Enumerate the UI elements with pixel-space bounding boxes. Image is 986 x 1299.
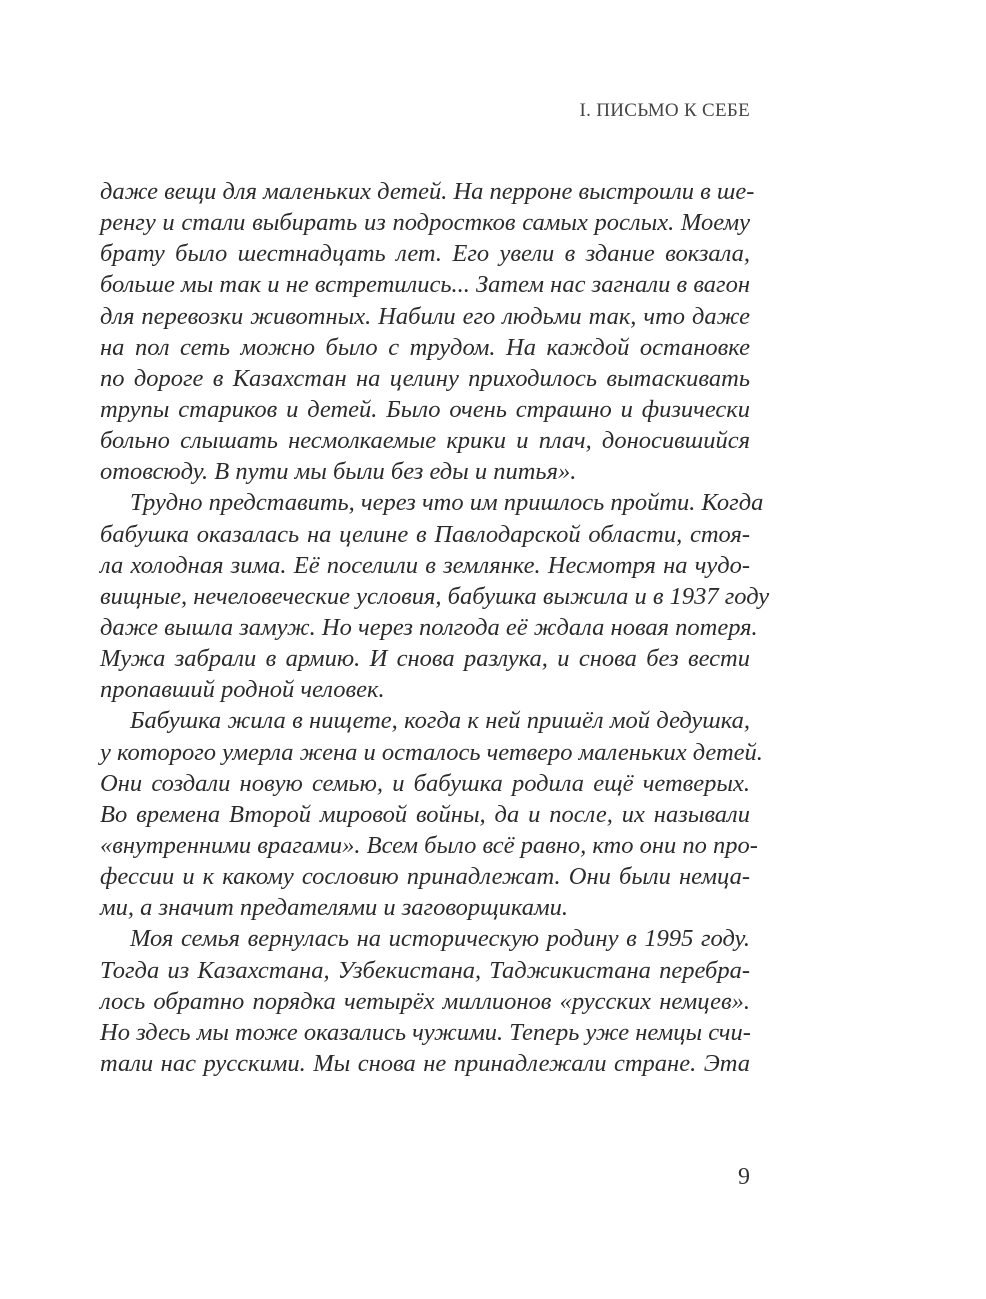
text-line: по дороге в Казахстан на целину приходилось вытаскивать — [100, 364, 750, 392]
text-line: фессии и к какому сословию принадлежат. Они были немца- — [100, 863, 750, 891]
page-number: 9 — [738, 1164, 750, 1190]
text-line: у которого умерла жена и осталось четверо маленьких детей. — [100, 738, 763, 766]
text-line: вищные, нечеловеческие условия, бабушка выжила и в 1937 году — [100, 582, 770, 610]
text-line: даже вышла замуж. Но через полгода её ждала новая потеря. — [100, 613, 758, 641]
text-line: Моя семья вернулась на историческую родину в 1995 году. — [130, 925, 750, 953]
text-line: Тогда из Казахстана, Узбекистана, Таджикистана перебра- — [100, 956, 750, 984]
text-line: лось обратно порядка четырёх миллионов «русских немцев». — [100, 987, 750, 1015]
text-line: больно слышать несмолкаемые крики и плач, доносившийся — [100, 427, 750, 455]
text-line: пропавший родной человек. — [100, 676, 385, 704]
text-line: Они создали новую семью, и бабушка родила ещё четверых. — [100, 769, 750, 797]
body-text — [100, 176, 770, 1079]
text-line: для перевозки животных. Набили его людьми так, что даже — [100, 302, 750, 330]
text-line: Во времена Второй мировой войны, да и после, их называли — [100, 800, 750, 828]
text-line: «внутренними врагами». Всем было всё равно, кто они по про- — [100, 831, 758, 859]
text-line: трупы стариков и детей. Было очень страшно и физически — [100, 395, 750, 423]
text-line: ренгу и стали выбирать из подростков самых рослых. Моему — [100, 209, 750, 237]
text-line: больше мы так и не встретились... Затем нас загнали в вагон — [100, 271, 750, 299]
text-line: Трудно представить, через что им пришлось пройти. Когда — [130, 489, 764, 517]
text-line: ла холодная зима. Её поселили в землянке. Несмотря на чудо- — [100, 551, 750, 579]
text-line: брату было шестнадцать лет. Его увели в здание вокзала, — [100, 240, 750, 268]
text-line: Но здесь мы тоже оказались чужими. Теперь уже немцы счи- — [100, 1018, 751, 1046]
text-line: тали нас русскими. Мы снова не принадлежали стране. Эта — [100, 1049, 750, 1077]
text-line: отовсюду. В пути мы были без еды и питья». — [100, 458, 577, 486]
text-line: бабушка оказалась на целине в Павлодарской области, стоя- — [100, 520, 750, 548]
text-line: даже вещи для маленьких детей. На перроне выстроили в ше- — [100, 178, 755, 205]
text-line: Мужа забрали в армию. И снова разлука, и снова без вести — [100, 645, 750, 673]
text-line: на пол сеть можно было с трудом. На каждой остановке — [100, 333, 750, 361]
running-header: I. ПИСЬМО К СЕБЕ — [579, 100, 750, 121]
text-line: Бабушка жила в нищете, когда к ней пришёл мой дедушка, — [130, 707, 750, 735]
text-line: ми, а значит предателями и заговорщиками. — [100, 894, 569, 922]
